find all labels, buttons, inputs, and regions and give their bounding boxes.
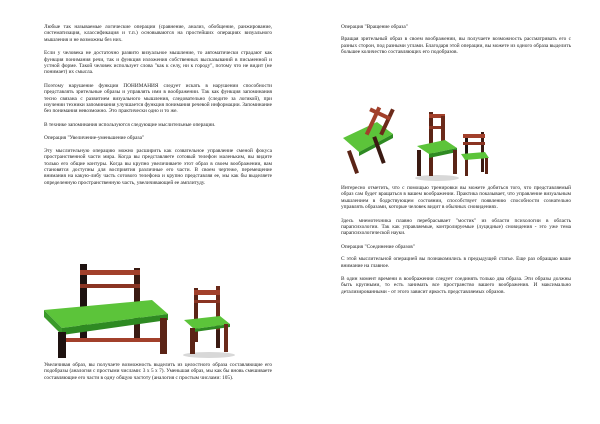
figure-caption (44, 362, 272, 388)
right-column (341, 24, 571, 63)
caption-text: Увеличивая образ, вы получаете возможность выделить из целостного образа составляющие его подобразы (аналогия с простыми числами: 3 х 5 х 7). Уменьшая образ, мы как бы вновь смешиваете составляющие его части в одну общую частоту (аналогия с простым числами: 105). (44, 362, 272, 381)
paragraph: Эту мыслительную операцию можно расширить как созвательное управление сменой фокуса пространственной части мира. Когда вы представляете сотовый телефон маленьким, вы видите только его общие контуры. Когда вы крупно увеличиваете этот образ в своем воображении, вам становятся доступны для восприятия различные его части. В своем чертеже, перемещение внимания на какую-либу часть сотового телефона и крупно представляя ее, мы как бы выделяете определенную пространственную часть, увеличивающей ее амплитуду. (44, 147, 272, 186)
small-chair-image (183, 286, 235, 358)
paragraph: Здесь мнемотехника плавно перебрасывает "мостик" из области психологии в область парапсихологии. Так как управляемые, контролируемые (луцидные) сновидения - это уже тема парапсихологической науки. (341, 217, 571, 237)
tilted-chair-image (343, 107, 395, 174)
section-heading: Операция "Соединение образов" (341, 243, 415, 250)
chairs-size-illustration (44, 262, 264, 358)
paragraph: С этой мыслительной операцией вы познакомились в предыдущей статье. Еще раз обращаю ваше внимание на главное. (341, 256, 571, 269)
paragraph: Поэтому нарушение функции ПОНИМАНИЯ следует искать в нарушении способности представлять зрительные образы и управлять ими в воображении. Так как функция запоминания тесно связана с развитием визуального мышления, следовательно (следите за логикой), при изучении техники запоминания улучшается функция понимания речевой информации. Запоминание без понимания невозможно. Это практически одно и то же. (44, 82, 272, 115)
paragraph: Если у человека не достаточно развито визуальное мышление, то автоматически страдают как функция понимания речи, так и функция изложения собственных высказываний в письменной и устной форме. Такой человек использует слова "как к селу, ни к городу", потому что не видит (не понимает) их смысла. (44, 50, 272, 76)
paragraph: Вращая зрительный образ в своем воображении, вы получаете возможность рассматривать его с разных сторон, под разными углами. Благодаря этой операции, вы можете из одного образа выделить большее количество составляющих его подобразов. (341, 36, 571, 56)
right-column-lower (341, 185, 571, 302)
paragraph: Интересно отметить, что с помощью тренировки вы можете добиться того, что представляемый образ сам будет вращаться в вашем воображении. Практика показывает, что управление визуальным мышлением в бодрствующем состоянии, способствует появлению способности сознательно управлять образами, которые человек видит в обычных сновидениях. (341, 185, 571, 211)
side-chair-image (415, 112, 459, 181)
rotated-chairs-illustration (341, 104, 491, 182)
paragraph: В технике запоминания используются следующие мыслительные операции. (44, 121, 216, 128)
left-column (44, 24, 272, 193)
large-chair-image (44, 264, 168, 358)
section-heading: Операция "Вращение образа" (341, 24, 408, 30)
paragraph: Любые так называемые логические операции (сравнение, анализ, обобщение, ранжирование, систематизация, классификация и т.п.) основываются на простейших операциях визуального мышления и не возможны без них. (44, 24, 272, 43)
section-heading: Операция "Увеличение-уменьшение образа" (44, 135, 145, 142)
back-chair-image (461, 132, 489, 176)
paragraph: В один момент времени в воображении следует соединять только два образа. Эти образы должны быть крупными, то есть занимать все пространство вашего воображения. И максимально детализированными - от этого зависит яркость представляемых образов. (341, 276, 571, 295)
